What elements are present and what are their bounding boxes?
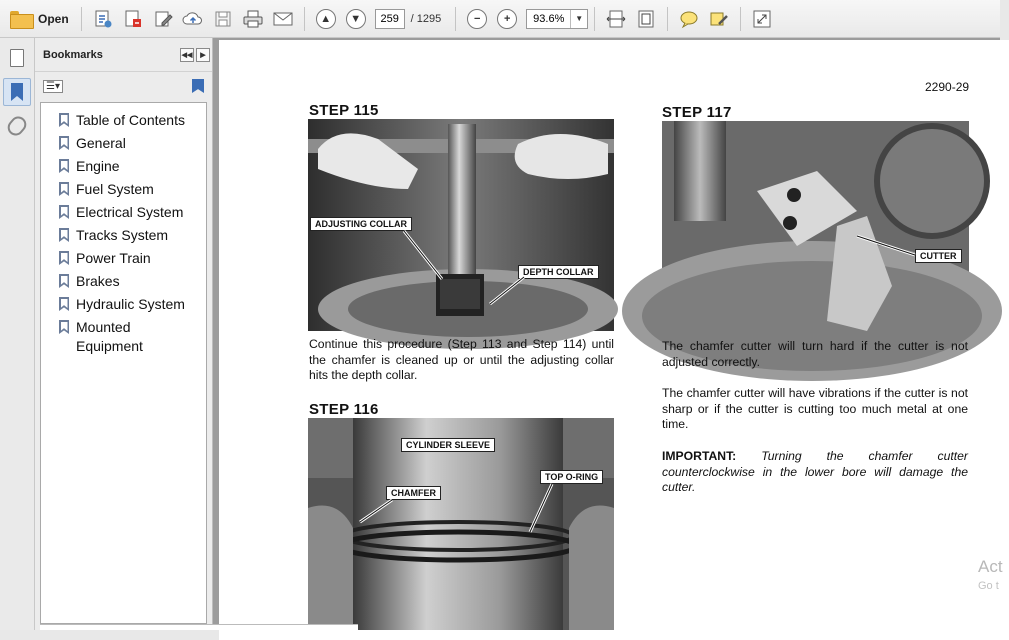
bookmark-item[interactable] [41,201,206,224]
attachments-button[interactable] [3,112,31,140]
bookmark-label: Mounted Equipment [76,319,143,354]
bookmark-label: Power Train [76,250,151,266]
callout-depth-collar: DEPTH COLLAR [518,265,599,279]
print-icon [242,9,264,29]
toolbar-separator [455,7,456,31]
fit-width-icon [606,9,626,29]
pages-icon [10,49,24,67]
toolbar-separator [667,7,668,31]
bookmark-label: Electrical System [76,204,184,220]
print-button[interactable] [240,5,266,33]
document-view[interactable] [213,38,1000,630]
edit-button[interactable] [150,5,176,33]
bookmark-icon [59,297,69,311]
callout-cutter: CUTTER [915,249,962,263]
bookmark-icon [59,136,69,150]
bookmark-item[interactable] [41,270,206,293]
step-117-text-1: The chamfer cutter will turn hard if the cutter is not adjusted correctly. [662,339,968,369]
cloud-upload-button[interactable] [180,5,206,33]
collapse-panel-button[interactable]: ◀◀ [180,48,194,62]
callout-adjusting-collar: ADJUSTING COLLAR [310,217,412,231]
toolbar-separator [594,7,595,31]
fullscreen-icon [752,9,772,29]
panel-tools [35,72,212,100]
bookmark-icon [59,159,69,173]
bookmark-icon [59,182,69,196]
activation-watermark: Act [978,557,1003,576]
export-button[interactable] [120,5,146,33]
bookmark-icon [59,205,69,219]
horizontal-scrollbar[interactable] [40,624,358,630]
folder-icon [10,11,32,27]
highlight-icon [709,9,729,29]
bookmark-icon [59,274,69,288]
bookmark-icon [59,113,69,127]
bookmark-label: Hydraulic System [76,296,185,312]
create-pdf-icon [93,9,113,29]
pdf-page [219,40,1009,640]
callout-chamfer: CHAMFER [386,486,441,500]
options-menu-icon[interactable]: ☰▾ [43,80,63,93]
bookmark-item[interactable] [41,224,206,247]
bookmark-item[interactable] [41,155,206,178]
step-117-text-2: The chamfer cutter will have vibrations if the cutter is not sharp or if the cutter is cutting too much metal at one time. [662,386,968,431]
bookmark-item[interactable] [41,293,206,316]
bookmark-icon [59,320,69,334]
export-icon [123,9,143,29]
bookmark-icon [59,228,69,242]
open-label: Open [38,11,69,26]
save-icon [213,9,233,29]
page-total: / 1295 [410,12,442,25]
zoom-out-button[interactable] [464,5,490,33]
step-117-important [662,449,968,496]
comment-icon [679,9,699,29]
highlight-button[interactable] [706,5,732,33]
toolbar-separator [304,7,305,31]
toolbar-separator [740,7,741,31]
chevron-down-icon[interactable]: ▼ [575,14,584,23]
panel-menu-button[interactable]: ▶ [196,48,210,62]
zoom-in-icon: + [497,9,517,29]
callout-arrows [662,121,969,331]
bookmark-label: Engine [76,158,120,174]
bookmark-item[interactable] [41,132,206,155]
zoom-select[interactable] [526,9,588,29]
page-thumbnails-button[interactable] [3,44,31,72]
toolbar [0,0,1000,38]
zoom-value: 93.6% [527,10,571,28]
page-number-input[interactable]: 259 [375,9,405,29]
new-bookmark-icon[interactable] [192,79,204,93]
page-down-icon: ▼ [346,9,366,29]
callout-arrows [308,119,614,331]
bookmark-icon [11,83,23,101]
step-115-photo [308,119,614,331]
callout-arrows [308,418,614,630]
bookmark-item[interactable] [41,247,206,270]
create-pdf-button[interactable] [90,5,116,33]
bookmark-label: Table of Contents [76,112,185,128]
fit-width-button[interactable] [603,5,629,33]
panel-title: Bookmarks [43,48,103,61]
zoom-in-button[interactable] [494,5,520,33]
toolbar-separator [81,7,82,31]
bookmark-list [40,102,207,624]
important-label: IMPORTANT: [662,449,737,463]
email-icon [272,9,294,29]
open-button[interactable] [6,5,73,33]
important-text: Turning the chamfer cutter counterclockwise in the lower bore will damage the cutter. [662,449,968,494]
bookmark-item[interactable] [41,109,206,132]
page-number-label: 2290-29 [925,80,970,94]
callout-top-o-ring: TOP O-RING [540,470,603,484]
bookmark-item[interactable] [41,178,206,201]
bookmarks-panel [35,38,213,630]
bookmark-label: Tracks System [76,227,169,243]
step-116-photo [308,418,614,630]
edit-icon [153,9,173,29]
email-button[interactable] [270,5,296,33]
comment-button[interactable] [676,5,702,33]
step-116-title: STEP 116 [309,401,379,418]
bookmark-item[interactable] [41,316,181,358]
bookmarks-tab-button[interactable] [3,78,31,106]
previous-page-button[interactable] [313,5,339,33]
cloud-upload-icon [182,9,204,29]
panel-header [35,38,212,72]
bookmark-label: Fuel System [76,181,154,197]
fullscreen-button[interactable] [749,5,775,33]
fit-page-icon [636,9,656,29]
activation-watermark-sub: Go t [978,580,999,592]
bookmark-icon [59,251,69,265]
save-button[interactable] [210,5,236,33]
bookmark-label: General [76,135,126,151]
step-115-title: STEP 115 [309,102,379,119]
fit-page-button[interactable] [633,5,659,33]
step-115-text: Continue this procedure (Step 113 and Step 114) until the chamfer is cleaned up or until the adjusting collar hits the depth collar. [309,337,614,382]
step-117-title: STEP 117 [662,104,732,121]
callout-cylinder-sleeve: CYLINDER SLEEVE [401,438,495,452]
next-page-button[interactable] [343,5,369,33]
zoom-out-icon: − [467,9,487,29]
paperclip-icon [4,113,29,139]
bookmark-label: Brakes [76,273,120,289]
page-up-icon: ▲ [316,9,336,29]
navigation-rail [0,38,35,630]
step-117-photo [662,121,969,331]
